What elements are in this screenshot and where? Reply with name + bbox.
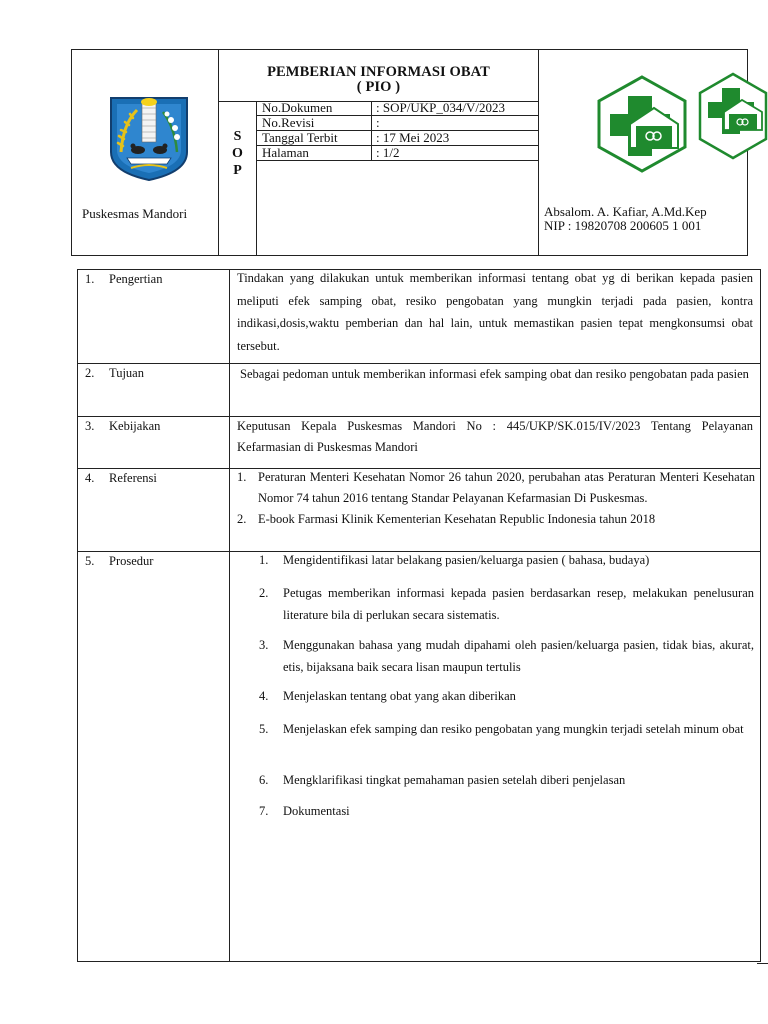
page-count-row <box>262 145 400 160</box>
section-title: Referensi <box>109 471 157 485</box>
section-label-pengertian <box>85 272 162 287</box>
page-edge-mark <box>757 963 768 964</box>
puskesmas-logo-icon <box>698 72 768 160</box>
puskesmas-name: Puskesmas Mandori <box>82 206 188 221</box>
section-number: 2. <box>85 366 95 380</box>
sop-letter: P <box>233 163 242 178</box>
list-item <box>259 719 754 741</box>
section-text-pengertian: Tindakan yang dilakukan untuk memberikan informasi tentang obat yg di berikan kepada pasien meliputi efek samping obat, resiko pengobatan yang mungkin terjadi pada pasien, kontra indikasi,dosis,waktu pemberian dan hal lain, untuk memastikan pasien tepat mengkonsumsi obat tersebut. <box>237 271 753 353</box>
section-text-tujuan: Sebagai pedoman untuk memberikan informasi efek samping obat dan resiko pengobatan pada pasien <box>240 367 749 381</box>
header-rule <box>256 160 538 161</box>
title-line-1: PEMBERIAN INFORMASI OBAT <box>267 64 490 80</box>
list-item <box>259 550 754 572</box>
list-number: 4. <box>259 689 269 703</box>
list-number: 1. <box>237 470 247 484</box>
section-title: Kebijakan <box>109 419 161 433</box>
sop-content-table <box>77 269 761 962</box>
section-text-kebijakan: Keputusan Kepala Puskesmas Mandori No : 445/UKP/SK.015/IV/2023 Tentang Pelayanan Kefarmasian di Puskesmas Mandori <box>237 419 753 454</box>
section-label-kebijakan <box>85 419 160 434</box>
doc-number-row <box>262 100 505 115</box>
list-number: 1. <box>259 553 269 567</box>
list-number: 3. <box>259 638 269 652</box>
doc-info-value: : <box>376 115 380 130</box>
list-item <box>259 635 754 678</box>
list-item <box>259 770 754 792</box>
header-divider <box>538 50 539 255</box>
doc-info-label: Tanggal Terbit <box>262 130 338 145</box>
head-of-puskesmas <box>544 205 707 233</box>
section-title: Prosedur <box>109 554 154 568</box>
regency-logo <box>105 94 193 182</box>
table-column-divider <box>229 270 230 961</box>
section-number: 4. <box>85 471 95 485</box>
header-divider <box>256 101 257 255</box>
section-title: Pengertian <box>109 272 163 286</box>
list-number: 7. <box>259 804 269 818</box>
reference-list <box>237 467 755 530</box>
section-number: 1. <box>85 272 95 286</box>
title-line-2: ( PIO ) <box>356 79 401 95</box>
doc-info-label: No.Revisi <box>262 115 315 130</box>
list-number: 2. <box>237 512 247 526</box>
list-text: Petugas memberikan informasi kepada pasien berdasarkan resep, melakukan penelusuran literature bila di perlukan secara sistematis. <box>283 586 754 622</box>
puskesmas-logo-icon <box>592 74 692 174</box>
list-number: 2. <box>259 586 269 600</box>
doc-info-divider <box>371 101 372 161</box>
section-number: 5. <box>85 554 95 568</box>
list-text: Menjelaskan efek samping dan resiko pengobatan yang mungkin terjadi setelah minum obat <box>283 722 744 736</box>
list-text: E-book Farmasi Klinik Kementerian Kesehatan Republic Indonesia tahun 2018 <box>258 512 656 526</box>
list-number: 6. <box>259 773 269 787</box>
list-text: Mengklarifikasi tingkat pemahaman pasien setelah diberi penjelasan <box>283 773 626 787</box>
doc-info-value: : SOP/UKP_034/V/2023 <box>376 100 505 115</box>
section-label-tujuan <box>85 366 144 381</box>
section-label-prosedur <box>85 554 153 569</box>
official-nip: NIP : 19820708 200605 1 001 <box>544 218 702 233</box>
list-text: Dokumentasi <box>283 804 350 818</box>
list-item <box>259 686 754 708</box>
issue-date-row <box>262 130 450 145</box>
list-item <box>259 583 754 626</box>
list-text: Mengidentifikasi latar belakang pasien/keluarga pasien ( bahasa, budaya) <box>283 553 650 567</box>
sop-letter: S <box>233 129 242 144</box>
section-number: 3. <box>85 419 95 433</box>
doc-info-label: Halaman <box>262 145 309 160</box>
list-item <box>237 467 755 509</box>
list-number: 5. <box>259 722 269 736</box>
doc-info-label: No.Dokumen <box>262 100 333 115</box>
official-name: Absalom. A. Kafiar, A.Md.Kep <box>544 204 707 219</box>
sop-header <box>71 49 748 256</box>
doc-info-value: : 17 Mei 2023 <box>376 130 450 145</box>
list-item <box>237 509 755 530</box>
page-title <box>219 65 538 95</box>
section-title: Tujuan <box>109 366 144 380</box>
section-label-referensi <box>85 471 157 486</box>
revision-row <box>262 115 380 130</box>
sop-label <box>219 128 256 179</box>
doc-info-value: : 1/2 <box>376 145 400 160</box>
list-text: Peraturan Menteri Kesehatan Nomor 26 tahun 2020, perubahan atas Peraturan Menteri Kesehatan Nomor 74 tahun 2016 tentang Standar Pelayanan Kefarmasian Di Puskesmas. <box>258 470 755 505</box>
list-item <box>259 801 754 823</box>
list-text: Menjelaskan tentang obat yang akan diberikan <box>283 689 516 703</box>
sop-letter: O <box>232 146 243 161</box>
list-text: Menggunakan bahasa yang mudah dipahami oleh pasien/keluarga pasien, tidak bias, akurat, etis, bijaksana baik secara lisan maupun tertulis <box>283 638 754 674</box>
